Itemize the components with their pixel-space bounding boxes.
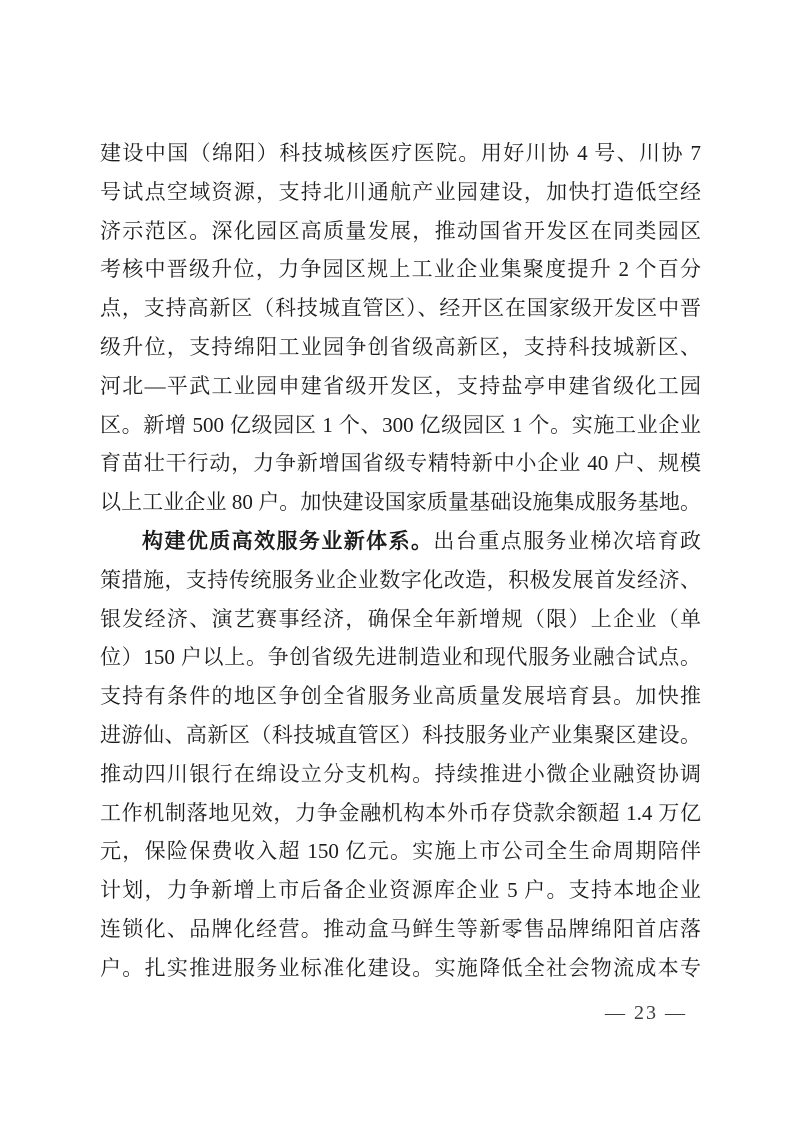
text-line: 户。扎实推进服务业标准化建设。实施降低全社会物流成本专 xyxy=(100,955,701,980)
text-line: 进游仙、高新区（科技城直管区）科技服务业产业集聚区建设。 xyxy=(100,722,701,747)
text-line: 考核中晋级升位，力争园区规上工业企业集聚度提升 2 个百分 xyxy=(100,257,701,282)
text-line: 河北—平武工业园申建省级开发区，支持盐亭申建省级化工园 xyxy=(100,373,701,398)
text-line: 济示范区。深化园区高质量发展，推动国省开发区在同类园区 xyxy=(100,218,701,243)
text-line: 银发经济、演艺赛事经济，确保全年新增规（限）上企业（单 xyxy=(100,606,701,631)
text-line: 区。新增 500 亿级园区 1 个、300 亿级园区 1 个。实施工业企业 xyxy=(100,412,701,437)
text-line: 推动四川银行在绵设立分支机构。持续推进小微企业融资协调 xyxy=(100,761,701,786)
paragraph-services xyxy=(100,522,701,988)
text-line: 点，支持高新区（科技城直管区）、经开区在国家级开发区中晋 xyxy=(100,296,701,321)
text-line: 位）150 户以上。争创省级先进制造业和现代服务业融合试点。 xyxy=(100,645,701,670)
text-line: 工作机制落地见效，力争金融机构本外币存贷款余额超 1.4 万亿 xyxy=(100,800,701,825)
paragraph-heading: 构建优质高效服务业新体系。 xyxy=(142,529,434,553)
paragraph-continuation xyxy=(100,134,701,522)
text-block xyxy=(100,134,701,988)
paragraph-heading-rest: 出台重点服务业梯次培育政 xyxy=(433,528,701,553)
text-line: 计划，力争新增上市后备企业资源库企业 5 户。支持本地企业 xyxy=(100,878,701,903)
text-line: 以上工业企业 80 户。加快建设国家质量基础设施集成服务基地。 xyxy=(100,490,701,515)
text-line: 级升位，支持绵阳工业园争创省级高新区，支持科技城新区、 xyxy=(100,334,701,359)
text-line xyxy=(100,522,701,561)
text-line: 策措施，支持传统服务业企业数字化改造，积极发展首发经济、 xyxy=(100,567,701,592)
text-line: 育苗壮干行动，力争新增国省级专精特新中小企业 40 户、规模 xyxy=(100,451,701,476)
text-line: 建设中国（绵阳）科技城核医疗医院。用好川协 4 号、川协 7 xyxy=(100,141,701,165)
text-line: 连锁化、品牌化经营。推动盒马鲜生等新零售品牌绵阳首店落 xyxy=(100,916,701,941)
footer-page-number: — 23 — xyxy=(605,1002,687,1024)
text-line: 号试点空域资源，支持北川通航产业园建设，加快打造低空经 xyxy=(100,179,701,204)
text-line: 元，保险保费收入超 150 亿元。实施上市公司全生命周期陪伴 xyxy=(100,839,701,864)
text-line: 支持有条件的地区争创全省服务业高质量发展培育县。加快推 xyxy=(100,684,701,709)
